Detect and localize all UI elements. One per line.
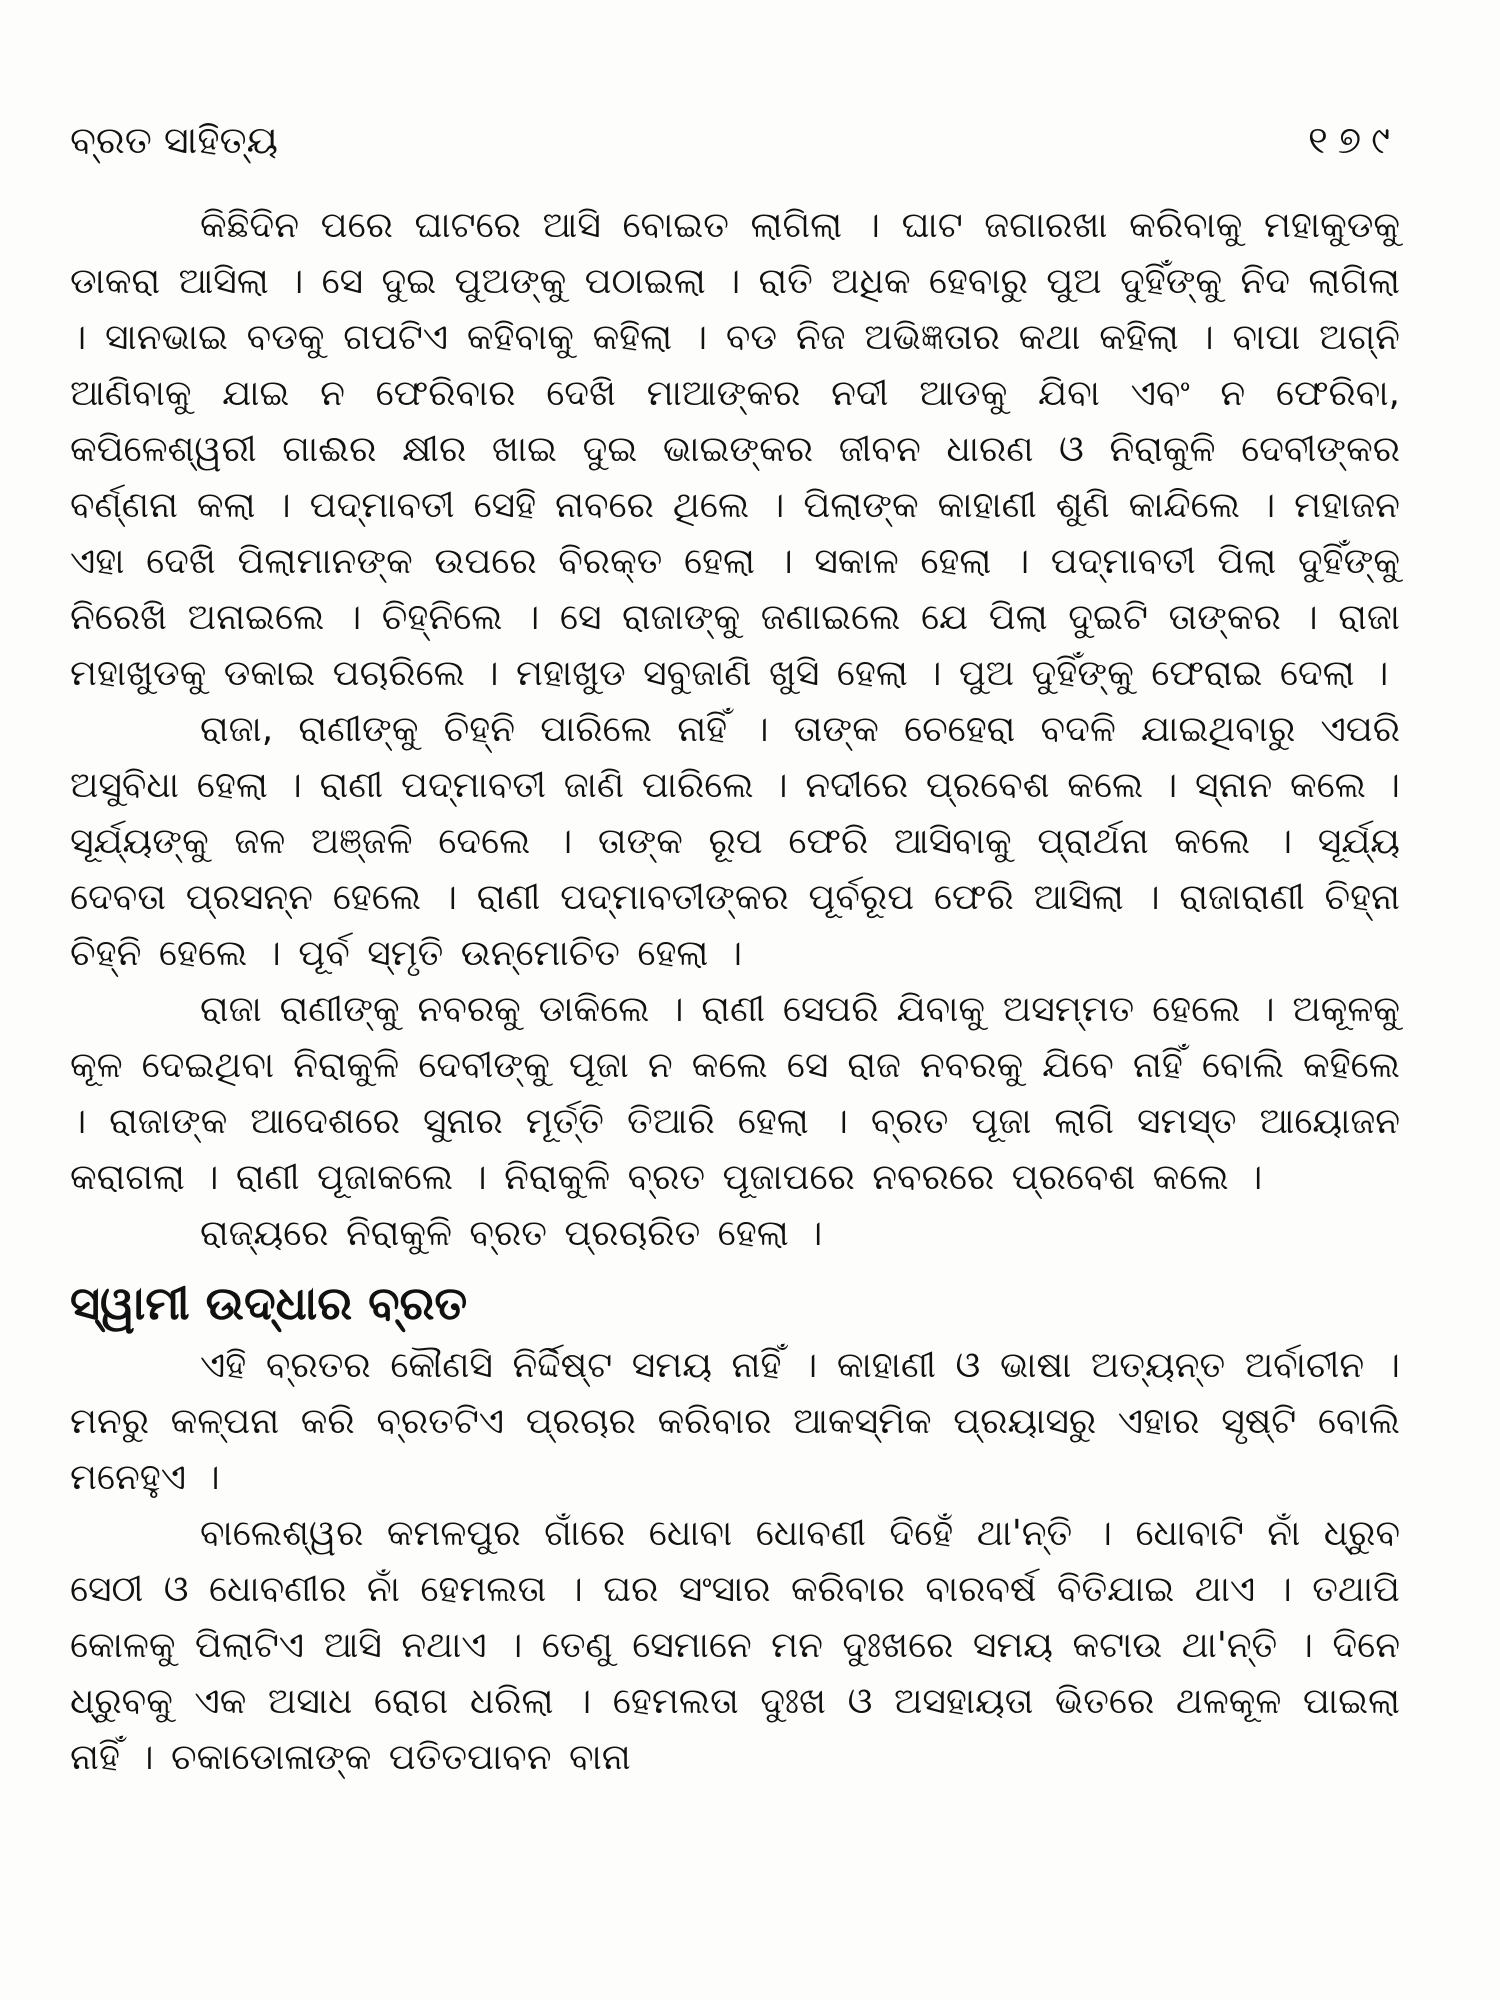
paragraph: ବାଲେଶ୍ୱର କମଳପୁର ଗାଁରେ ଧୋବା ଧୋବଣୀ ଦିହେଁ ଥା'ନ୍ତି । ଧୋବାଟି ନାଁ ଧ୍ରୁବ ସେଠୀ ଓ ଧୋବଣୀର ନାଁ ହେମଲତା । ଘର ସଂସାର କରିବାର ବାରବର୍ଷ ବିତିଯାଇ ଥାଏ । ତଥାପି କୋଳକୁ ପିଲାଟିଏ ଆସି ନଥାଏ । ତେଣୁ ସେମାନେ ମନ ଦୁଃଖରେ ସମୟ କଟାଉ ଥା'ନ୍ତି । ଦିନେ ଧ୍ରୁବକୁ ଏକ ଅସାଧ ରୋଗ ଧରିଲା । ହେମଲତା ଦୁଃଖ ଓ ଅସହାୟତା ଭିତରେ ଥଳକୂଳ ପାଇଲା ନାହିଁ । ଚକାଡୋଳାଙ୍କ ପତିତପାବନ ବାନା bbox=[70, 1513, 1400, 1778]
page-number: ୧୭୯ bbox=[1308, 118, 1400, 162]
section-heading: ସ୍ୱାମୀ ଉଦ୍ଧାର ବ୍ରତ bbox=[70, 1276, 468, 1330]
paragraph: ଏହି ବ୍ରତର କୌଣସି ନିର୍ଦ୍ଦିଷ୍ଟ ସମୟ ନାହିଁ । କାହାଣୀ ଓ ଭାଷା ଅତ୍ୟନ୍ତ ଅର୍ବାଚୀନ । ମନରୁ କଳ୍ପନା କରି ବ୍ରତଟିଏ ପ୍ରଚାର କରିବାର ଆକସ୍ମିକ ପ୍ରୟାସରୁ ଏହାର ସୃଷ୍ଟି ବୋଲି ମନେହୁଏ । bbox=[70, 1345, 1400, 1498]
paragraph: କିଛିଦିନ ପରେ ଘାଟରେ ଆସି ବୋଇତ ଲାଗିଲା । ଘାଟ ଜଗାରଖା କରିବାକୁ ମହାକୁଡକୁ ଡାକରା ଆସିଲା । ସେ ଦୁଇ ପୁଅଙ୍କୁ ପଠାଇଲା । ରାତି ଅଧିକ ହେବାରୁ ପୁଅ ଦୁହିଁଙ୍କୁ ନିଦ ଲାଗିଲା । ସାନଭାଇ ବଡକୁ ଗପଟିଏ କହିବାକୁ କହିଲା । ବଡ ନିଜ ଅଭିଜ୍ଞତାର କଥା କହିଲା । ବାପା ଅଗ୍ନି ଆଣିବାକୁ ଯାଇ ନ ଫେରିବାର ଦେଖି ମାଆଙ୍କର ନଦୀ ଆଡକୁ ଯିବା ଏବଂ ନ ଫେରିବା, କପିଳେଶ୍ୱରୀ ଗାଈର କ୍ଷୀର ଖାଇ ଦୁଇ ଭାଇଙ୍କର ଜୀବନ ଧାରଣ ଓ ନିରାକୁଳି ଦେବୀଙ୍କର ବର୍ଣ୍ଣନା କଲା । ପଦ୍ମାବତୀ ସେହି ନାବରେ ଥିଲେ । ପିଲାଙ୍କ କାହାଣୀ ଶୁଣି କାନ୍ଦିଲେ । ମହାଜନ ଏହା ଦେଖି ପିଲାମାନଙ୍କ ଉପରେ ବିରକ୍ତ ହେଲା । ସକାଳ ହେଲା । ପଦ୍ମାବତୀ ପିଲା ଦୁହିଁଙ୍କୁ ନିରେଖି ଅନାଇଲେ । ଚିହ୍ନିଲେ । ସେ ରାଜାଙ୍କୁ ଜଣାଇଲେ ଯେ ପିଲା ଦୁଇଟି ତାଙ୍କର । ରାଜା ମହାଖୁଡକୁ ଡକାଇ ପଚାରିଲେ । ମହାଖୁଡ ସବୁଜାଣି ଖୁସି ହେଲା । ପୁଅ ଦୁହିଁଙ୍କୁ ଫେରାଇ ଦେଲା । bbox=[70, 205, 1400, 694]
paragraph: ରାଜା ରାଣୀଙ୍କୁ ନବରକୁ ଡାକିଲେ । ରାଣୀ ସେପରି ଯିବାକୁ ଅସମ୍ମତ ହେଲେ । ଅକୂଳକୁ କୂଳ ଦେଇଥିବା ନିରାକୁଳି ଦେବୀଙ୍କୁ ପୂଜା ନ କଲେ ସେ ରାଜ ନବରକୁ ଯିବେ ନାହିଁ ବୋଲି କହିଲେ । ରାଜାଙ୍କ ଆଦେଶରେ ସୁନାର ମୂର୍ତ୍ତି ତିଆରି ହେଲା । ବ୍ରତ ପୂଜା ଲାଗି ସମସ୍ତ ଆୟୋଜନ କରାଗଲା । ରାଣୀ ପୂଜାକଲେ । ନିରାକୁଳି ବ୍ରତ ପୂଜାପରେ ନବରରେ ପ୍ରବେଶ କଲେ । bbox=[70, 989, 1400, 1198]
paragraph: ରାଜା, ରାଣୀଙ୍କୁ ଚିହ୍ନି ପାରିଲେ ନାହିଁ । ତାଙ୍କ ଚେହେରା ବଦଳି ଯାଇଥିବାରୁ ଏପରି ଅସୁବିଧା ହେଲା । ରାଣୀ ପଦ୍ମାବତୀ ଜାଣି ପାରିଲେ । ନଦୀରେ ପ୍ରବେଶ କଲେ । ସ୍ନାନ କଲେ । ସୂର୍ଯ୍ୟଙ୍କୁ ଜଳ ଅଞ୍ଜଳି ଦେଲେ । ତାଙ୍କ ରୂପ ଫେରି ଆସିବାକୁ ପ୍ରାର୍ଥନା କଲେ । ସୂର୍ଯ୍ୟ ଦେବତା ପ୍ରସନ୍ନ ହେଲେ । ରାଣୀ ପଦ୍ମାବତୀଙ୍କର ପୂର୍ବରୂପ ଫେରି ଆସିଲା । ରାଜାରାଣୀ ଚିହ୍ନା ଚିହ୍ନି ହେଲେ । ପୂର୍ବ ସ୍ମୃତି ଉନ୍ମୋଚିତ ହେଲା । bbox=[70, 709, 1400, 974]
body-text bbox=[70, 198, 1400, 1786]
paragraph: ରାଜ୍ୟରେ ନିରାକୁଳି ବ୍ରତ ପ୍ରଚାରିତ ହେଲା । bbox=[200, 1213, 823, 1254]
running-header bbox=[70, 100, 1400, 180]
running-title: ବ୍ରତ ସାହିତ୍ୟ bbox=[70, 118, 278, 162]
